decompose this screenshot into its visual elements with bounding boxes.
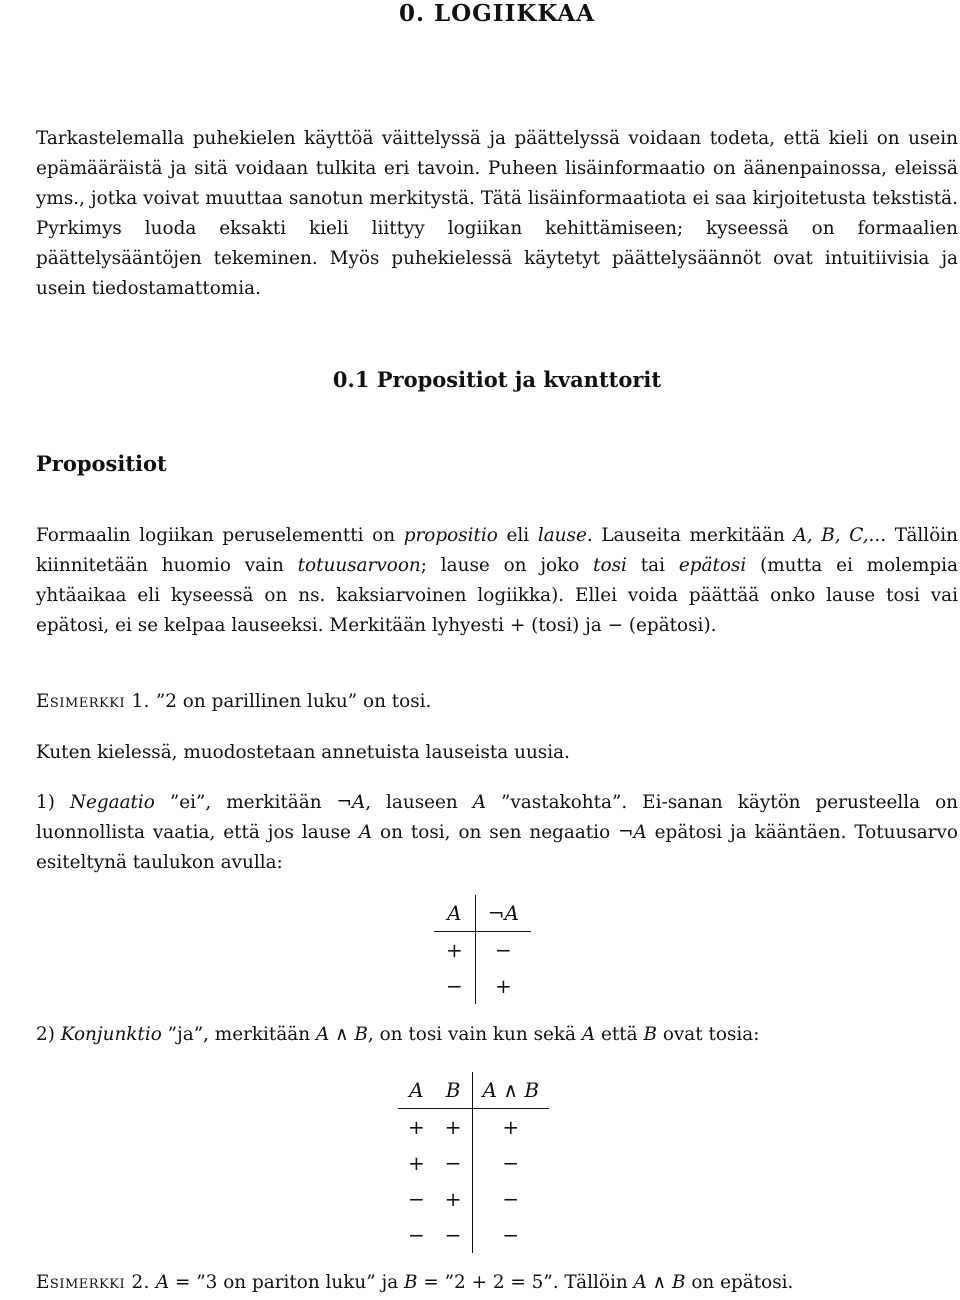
table-header-cell: B (435, 1072, 472, 1109)
negation-truth-table (434, 895, 531, 1004)
conjunction-truth-table (398, 1072, 549, 1253)
propositions-paragraph: Formaalin logiikan peruselementti on propositio eli lause. Lauseita merkitään A, B, C,... Tällöin kiinnitetään huomio vain totuusarvoon; lause on joko tosi tai epätosi (mutta ei molempia yhtäaikaa eli kyseessä on ns. kaksiarvoinen logiikka). Ellei voida päättää onko lause tosi vai epätosi, ei se kelpaa lauseeksi. Merkitään lyhyesti + (tosi) ja − (epätosi). (36, 525, 959, 636)
table-cell: − (434, 968, 475, 1004)
table-cell: − (502, 1223, 520, 1247)
example-label: Esimerkki 1. (36, 691, 151, 712)
intro-paragraph: Tarkastelemalla puhekielen käyttöä väittelyssä ja päättelyssä voidaan todeta, että kieli on usein epämääräistä ja sitä voidaan tulkita eri tavoin. Puheen lisäinformaatio on äänenpainossa, eleissä yms., jotka voivat muuttaa sanotun merkitystä. Tätä lisäinformaatiota ei saa kirjoitetusta tekstistä. Pyrkimys luoda eksakti kieli liittyy logiikan kehittämiseen; kyseessä on formaalien päättelysääntöjen tekeminen. Myös puhekielessä käytetyt päättelysäännöt ovat intuitiivisia ja usein tiedostamattomia. (36, 128, 958, 299)
table-header-row (398, 1072, 549, 1109)
chapter-title: 0. LOGIIKKAA (398, 0, 596, 27)
table-cell: − (435, 1217, 472, 1253)
example-1: Esimerkki 1. ”2 on parillinen luku” on tosi. (36, 691, 432, 712)
table-row (398, 1181, 549, 1217)
subsection-title: Propositiot (36, 451, 167, 476)
math-vars: A, B, C, (793, 525, 869, 546)
table-cell: − (502, 1187, 520, 1211)
term-negaatio: Negaatio (69, 792, 155, 813)
table-cell: − (494, 938, 512, 962)
table-cell: + (435, 1109, 472, 1146)
term-tosi: tosi (593, 555, 627, 576)
table-row (398, 1217, 549, 1253)
table-cell: − (435, 1145, 472, 1181)
table-cell: + (434, 932, 475, 969)
negation-paragraph: 1) Negaatio ”ei”, merkitään ¬A, lauseen A ”vastakohta”. Ei-sanan käytön perusteella on luonnollista vaatia, että jos lause A on tosi, on sen negaatio ¬A epätosi ja kääntäen. Totuusarvo esiteltynä taulukon avulla: (36, 792, 959, 873)
term-lause: lause (537, 525, 587, 546)
table-header-row (434, 895, 531, 932)
table-header-cell: A (398, 1072, 435, 1109)
table-cell: + (494, 974, 512, 998)
table-cell: + (502, 1115, 520, 1139)
term-epatosi: epätosi (678, 555, 747, 576)
table-header-cell: A ∧ B (472, 1072, 549, 1109)
table-row (434, 932, 531, 969)
conjunction-paragraph: 2) Konjunktio ”ja”, merkitään A ∧ B, on tosi vain kun sekä A että B ovat tosia: (36, 1024, 760, 1045)
table-header-cell: ¬A (475, 895, 531, 932)
table-cell: − (408, 1223, 425, 1247)
example-label: Esimerkki 2. (36, 1272, 151, 1293)
table-header-cell: A (434, 895, 475, 932)
example-2: Esimerkki 2. A = ”3 on pariton luku” ja B = ”2 + 2 = 5”. Tällöin A ∧ B on epätosi. (36, 1272, 794, 1293)
term-propositio: propositio (403, 525, 498, 546)
table-cell: + (435, 1181, 472, 1217)
term-konjunktio: Konjunktio (60, 1024, 162, 1045)
term-totuusarvo: totuusarvoon (297, 555, 421, 576)
table-cell: + (408, 1151, 425, 1175)
table-row (434, 968, 531, 1004)
table-cell: − (502, 1151, 520, 1175)
combining-paragraph: Kuten kielessä, muodostetaan annetuista lauseista uusia. (36, 742, 570, 763)
table-row (398, 1145, 549, 1181)
table-cell: − (408, 1187, 425, 1211)
section-title: 0.1 Propositiot ja kvanttorit (332, 367, 662, 392)
table-row (398, 1109, 549, 1146)
table-cell: + (408, 1115, 425, 1139)
